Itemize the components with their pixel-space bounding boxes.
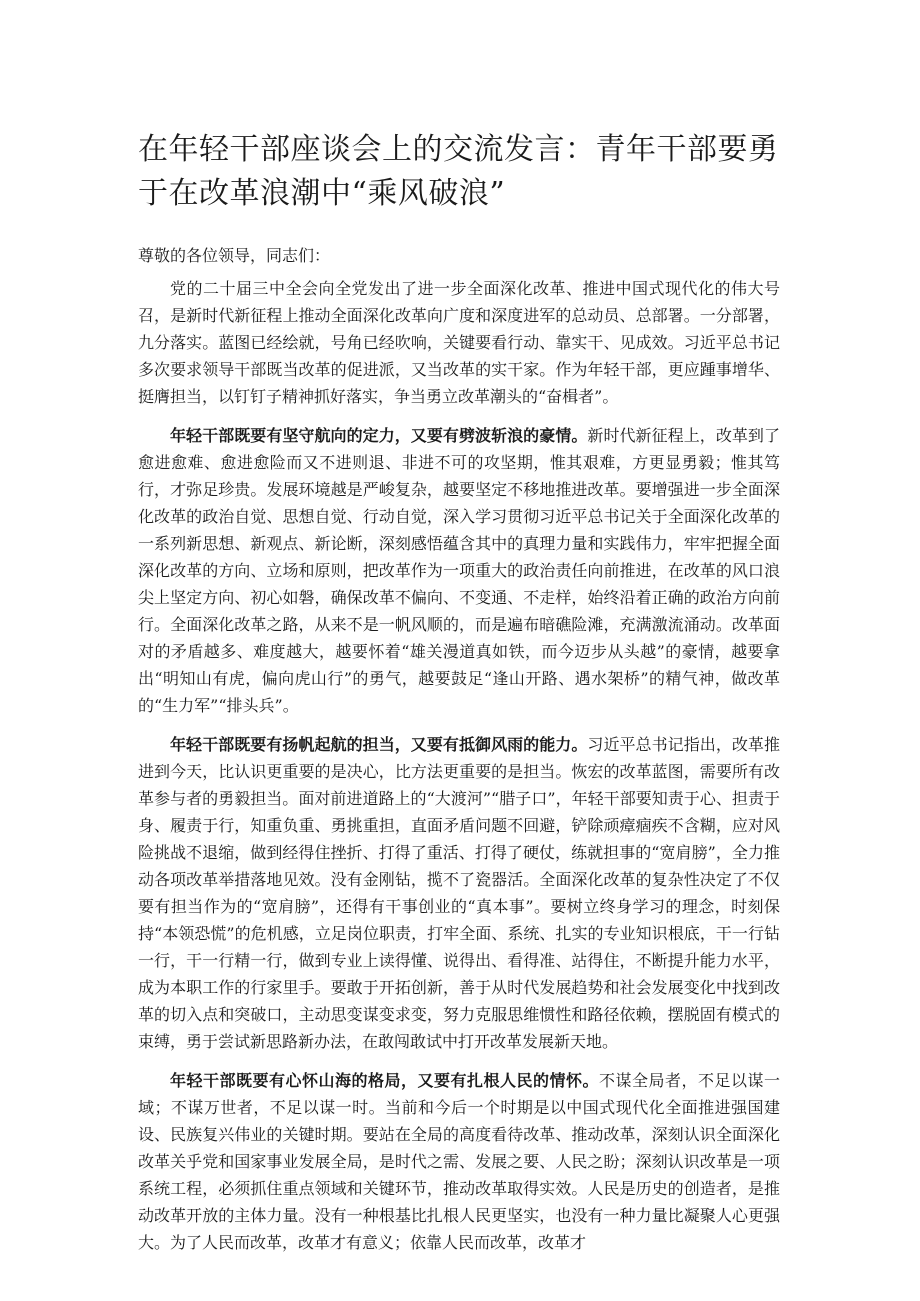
paragraph-body: 习近平总书记指出，改革推进到今天，比认识更重要的是决心，比方法更重要的是担当。恢宏的改革蓝图，需要所有改革参与者的勇毅担当。面对前进道路上的“大渡河”“腊子口”，年轻干部要知责于心、担责于身、履责于行，知重负重、勇挑重担，直面矛盾问题不回避，铲除顽瘴痼疾不含糊，应对风险挑战不退缩，做到经得住挫折、打得了重活、打得了硬仗，练就担事的“宽肩膀”，全力推动各项改革举措落地见效。没有金刚钻，揽不了瓷器活。全面深化改革的复杂性决定了不仅要有担当作为的“宽肩膀”，还得有干事创业的“真本事”。要树立终身学习的理念，时刻保持“本领恐慌”的危机感，立足岗位职责，打牢全面、系统、扎实的专业知识根底，干一行钻一行，干一行精一行，做到专业上读得懂、说得出、看得准、站得住，不断提升能力水平，成为本职工作的行家里手。要敢于开拓创新，善于从时代发展趋势和社会发展变化中找到改革的切入点和突破口，主动思变谋变求变，努力克服思维惯性和路径依赖，摆脱固有模式的束缚，勇于尝试新思路新办法，在敢闯敢试中打开改革发展新天地。 bbox=[138, 735, 780, 1051]
paragraph-body: 党的二十届三中全会向全党发出了进一步全面深化改革、推进中国式现代化的伟大号召，是新时代新征程上推动全面深化改革向广度和深度进军的总动员、总部署。一分部署，九分落实。蓝图已经绘就，号角已经吹响，关键要看行动、靠实干、见成效。习近平总书记多次要求领导干部既当改革的促进派，又当改革的实干家。作为年轻干部，更应踵事增华、挺膺担当，以钉钉子精神抓好落实，争当勇立改革潮头的“奋楫者”。 bbox=[138, 279, 780, 406]
paragraph-3 bbox=[138, 731, 780, 1055]
paragraph-lead: 年轻干部既要有心怀山海的格局，又要有扎根人民的情怀。 bbox=[170, 1071, 599, 1090]
document-title: 在年轻干部座谈会上的交流发言：青年干部要勇于在改革浪潮中“乘风破浪” bbox=[138, 132, 779, 211]
paragraph-body: 新时代新征程上，改革到了愈进愈难、愈进愈险而又不进则退、非进不可的攻坚期，惟其艰难，方更显勇毅；惟其笃行，才弥足珍贵。发展环境越是严峻复杂，越要坚定不移地推进改革。要增强进一步全面深化改革的政治自觉、思想自觉、行动自觉，深入学习贯彻习近平总书记关于全面深化改革的一系列新思想、新观点、新论断，深刻感悟蕴含其中的真理力量和实践伟力，牢牢把握全面深化改革的方向、立场和原则，把改革作为一项重大的政治责任向前推进，在改革的风口浪尖上坚定方向、初心如磐，确保改革不偏向、不变通、不走样，始终沿着正确的政治方向前行。全面深化改革之路，从来不是一帆风顺的，而是遍布暗礁险滩，充满激流涌动。改革面对的矛盾越多、难度越大，越要怀着“雄关漫道真如铁，而今迈步从头越”的豪情，越要拿出“明知山有虎，偏向虎山行”的勇气，越要鼓足“逢山开路、遇水架桥”的精气神，做改革的“生力军”“排头兵”。 bbox=[138, 426, 780, 715]
paragraph-lead: 年轻干部既要有扬帆起航的担当，又要有抵御风雨的能力。 bbox=[170, 735, 588, 754]
paragraph-lead: 年轻干部既要有坚守航向的定力，又要有劈波斩浪的豪情。 bbox=[170, 426, 588, 445]
paragraph-1 bbox=[138, 275, 780, 410]
paragraph-2 bbox=[138, 422, 780, 719]
paragraph-4 bbox=[138, 1067, 780, 1256]
paragraph-body: 不谋全局者，不足以谋一域；不谋万世者，不足以谋一时。当前和今后一个时期是以中国式现代化全面推进强国建设、民族复兴伟业的关键时期。要站在全局的高度看待改革、推动改革，深刻认识全面深化改革关乎党和国家事业发展全局，是时代之需、发展之要、人民之盼；深刻认识改革是一项系统工程，必须抓住重点领域和关键环节，推动改革取得实效。人民是历史的创造者，是推动改革开放的主体力量。没有一种根基比扎根人民更坚实，也没有一种力量比凝聚人心更强大。为了人民而改革，改革才有意义；依靠人民而改革，改革才 bbox=[138, 1071, 780, 1252]
salutation: 尊敬的各位领导，同志们： bbox=[138, 246, 331, 265]
